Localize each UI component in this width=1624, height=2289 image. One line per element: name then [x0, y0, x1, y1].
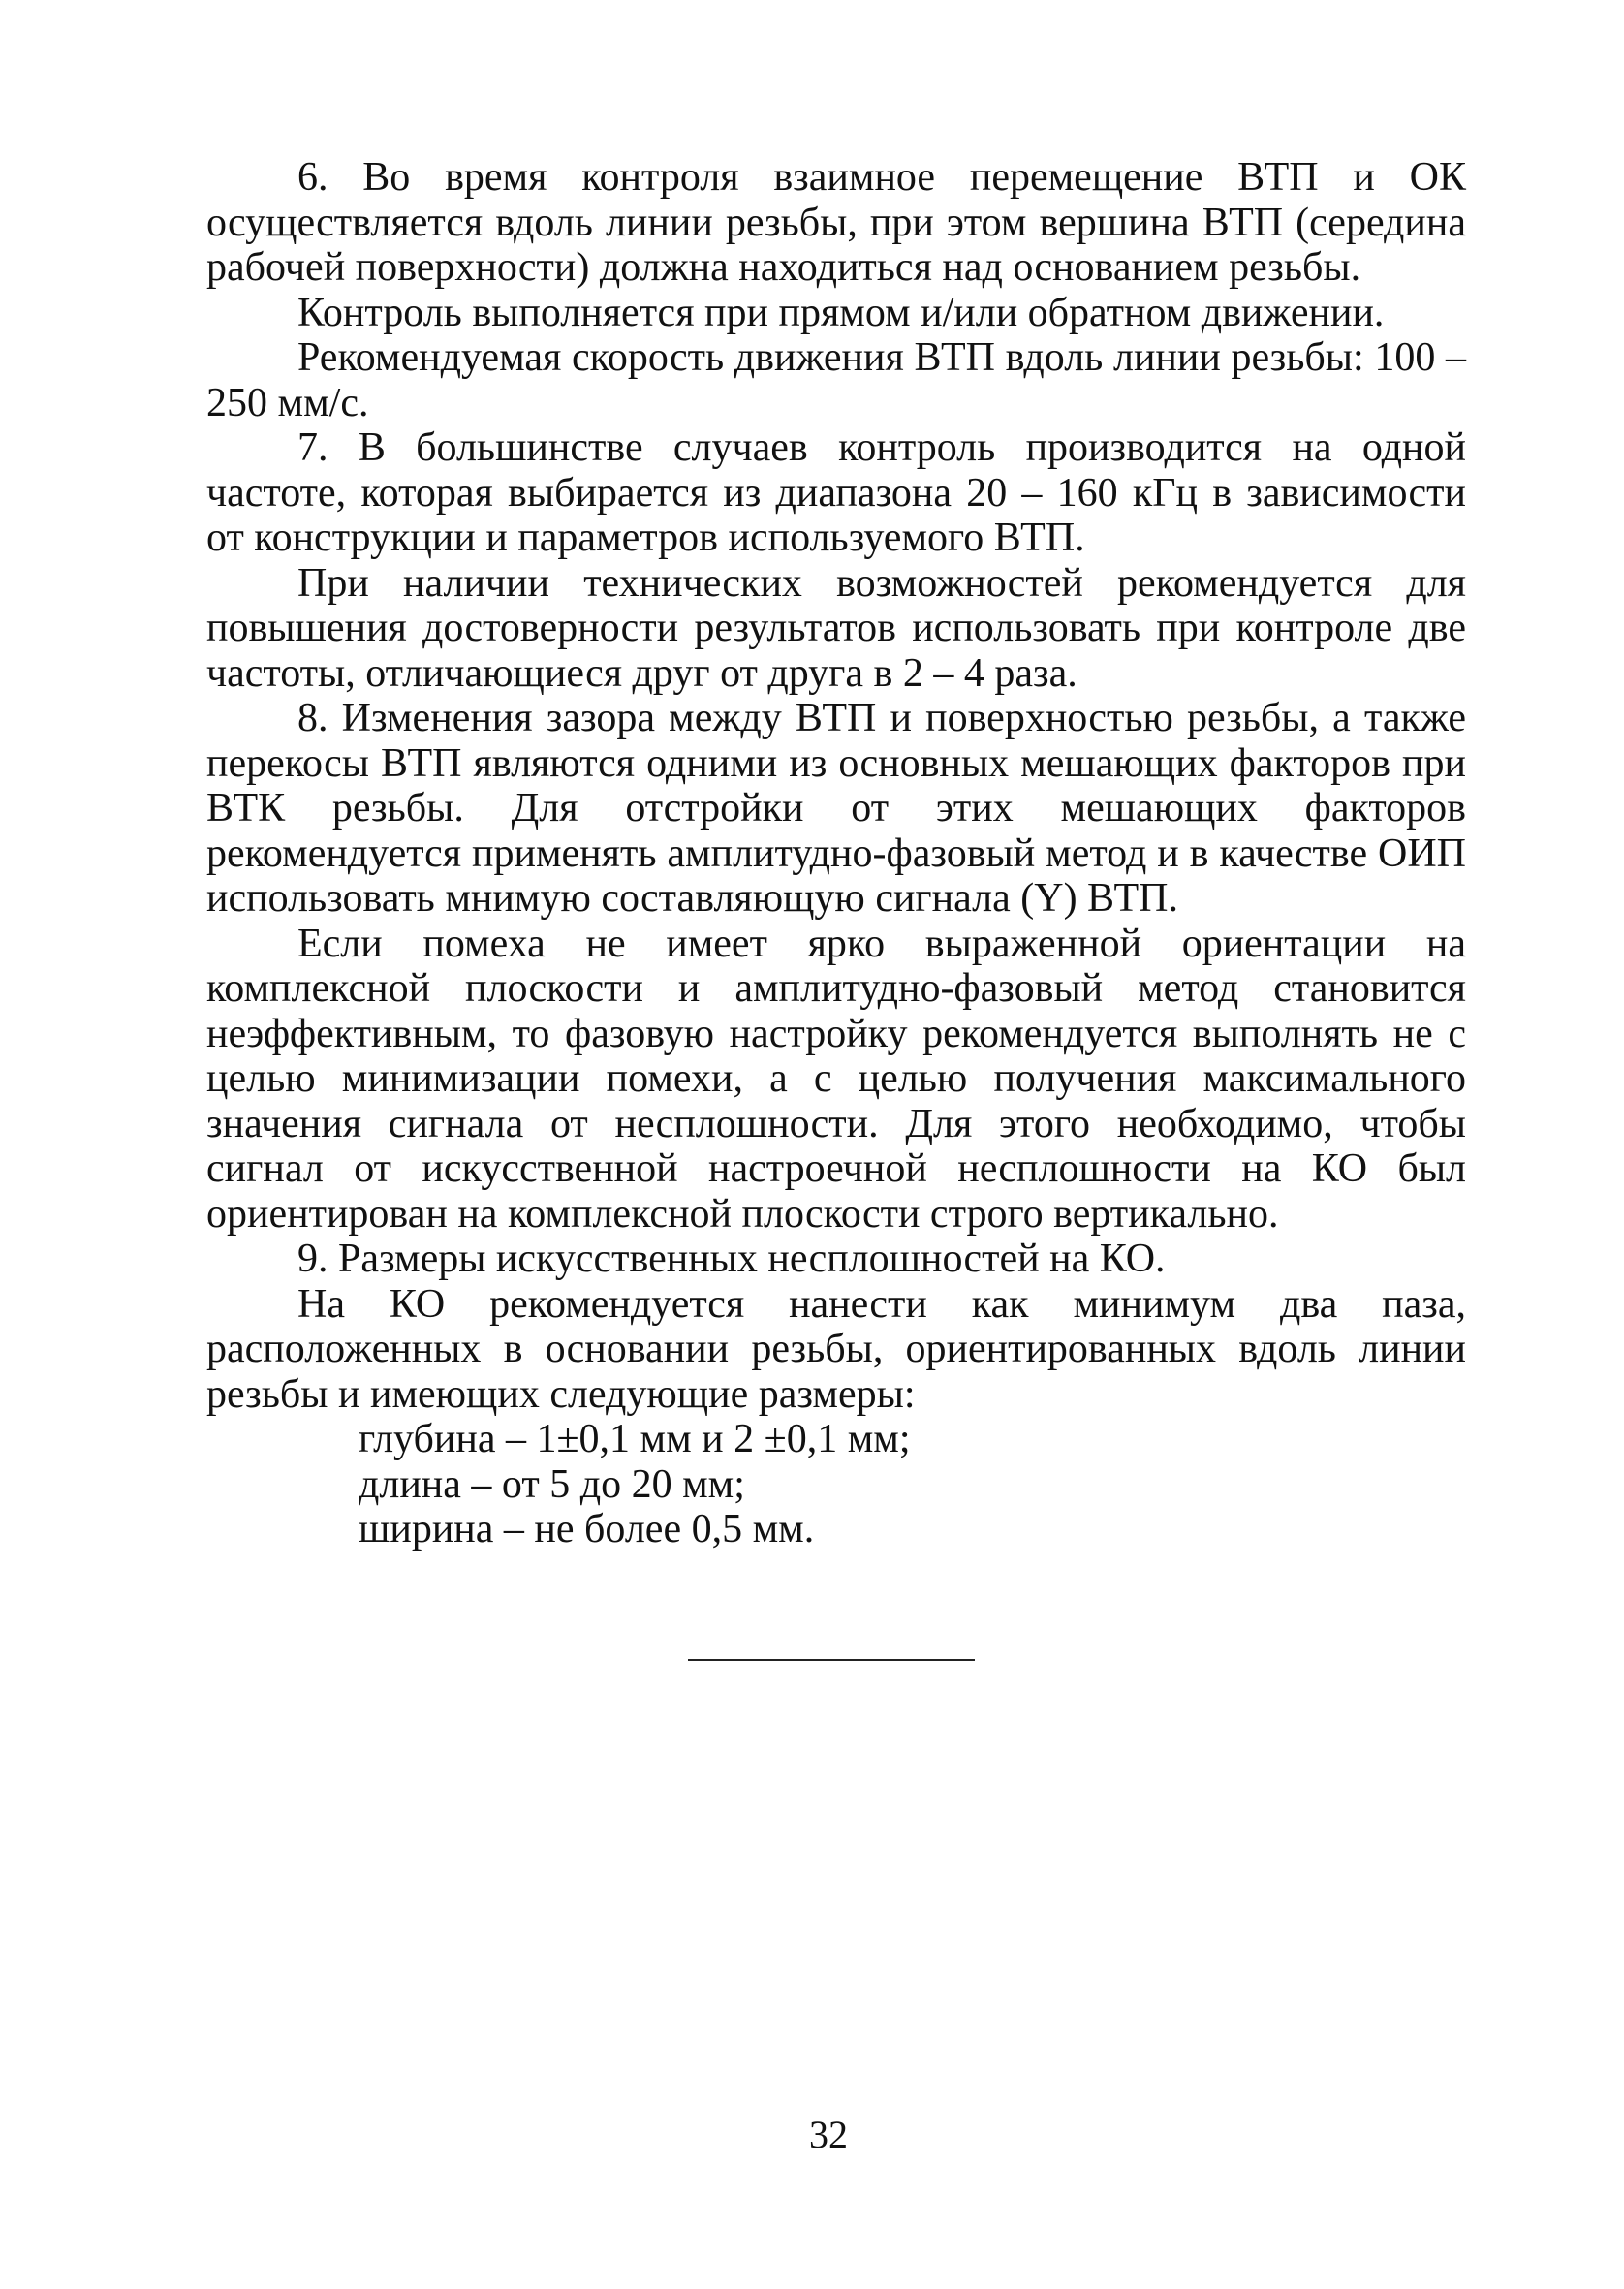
paragraph-7-frequency: 7. В большинстве случаев контроль производится на одной частоте, которая выбирается из диапазона 20 – 160 кГц в зависимости от конструкции и параметров используемого ВТП. [206, 425, 1466, 560]
paragraph-two-frequencies: При наличии технических возможностей рекомендуется для повышения достоверности результатов использовать при контроле две частоты, отличающиеся друг от друга в 2 – 4 раза. [206, 560, 1466, 696]
end-of-section-rule [688, 1659, 975, 1661]
paragraph-phase-setup: Если помеха не имеет ярко выраженной ориентации на комплексной плоскости и амплитудно-фазовый метод становится неэффективным, то фазовую настройку рекомендуется выполнять не с целью минимизации помехи, а с целью получения максимального значения сигнала от несплошности. Для этого необходимо, чтобы сигнал от искусственной настроечной несплошности на КО был ориентирован на комплексной плоскости строго вертикально. [206, 921, 1466, 1237]
list-item-depth: глубина – 1±0,1 мм и 2 ±0,1 мм; [359, 1417, 911, 1461]
paragraph-control-direction: Контроль выполняется при прямом и/или обратном движении. [297, 290, 1385, 335]
paragraph-9-defect-sizes: 9. Размеры искусственных несплошностей на КО. [297, 1237, 1166, 1281]
list-item-width: ширина – не более 0,5 мм. [359, 1507, 815, 1552]
paragraph-grooves: На КО рекомендуется нанести как минимум два паза, расположенных в основании резьбы, ориентированных вдоль линии резьбы и имеющих следующие размеры: [206, 1281, 1466, 1417]
paragraph-recommended-speed: Рекомендуемая скорость движения ВТП вдоль линии резьбы: 100 – 250 мм/с. [206, 335, 1466, 425]
page-number: 32 [809, 2113, 848, 2156]
paragraph-6-movement: 6. Во время контроля взаимное перемещение ВТП и ОК осуществляется вдоль линии резьбы, при этом вершина ВТП (середина рабочей поверхности) должна находиться над основанием резьбы. [206, 155, 1466, 290]
paragraph-8-interference: 8. Изменения зазора между ВТП и поверхностью резьбы, а также перекосы ВТП являются одними из основных мешающих факторов при ВТК резьбы. Для отстройки от этих мешающих факторов рекомендуется применять амплитудно-фазовый метод и в качестве ОИП использовать мнимую составляющую сигнала (Y) ВТП. [206, 696, 1466, 921]
list-item-length: длина – от 5 до 20 мм; [359, 1461, 745, 1507]
document-body [206, 155, 1466, 1552]
